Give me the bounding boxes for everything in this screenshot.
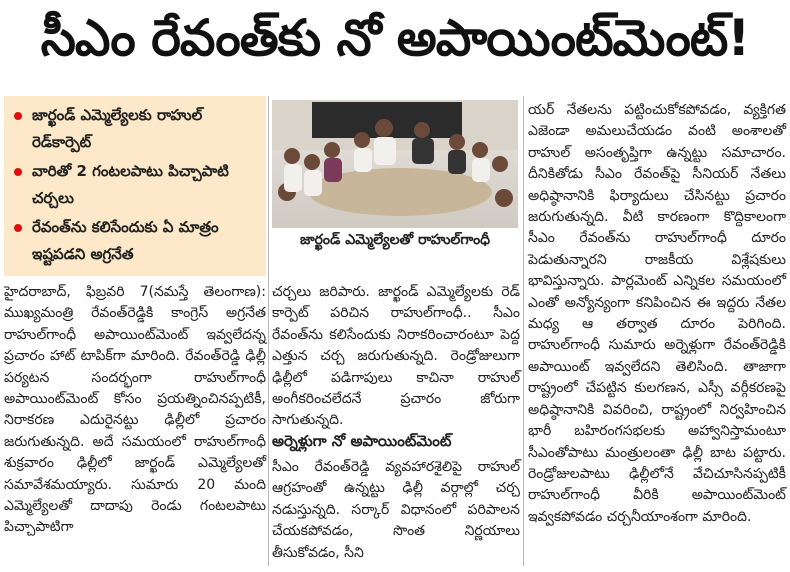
body-text: హైదరాబాద్, ఫిబ్రవరి 7(నమస్తే తెలంగాణ): ముఖ్యమంత్రి రేవంత్‌రెడ్డికి కాంగ్రెస్ అగ్రనేత రాహుల్‌గాంధీ అపాయింట్‌మెంట్ ఇవ్వలేదన్న ప్రచారం హాట్ టాపిక్‌గా మారింది. రేవంత్‌రెడ్డి ఢిల్లీ పర్యటన సందర్భంగా రాహుల్‌గాంధీ అపాయింట్‌మెంట్ కోసం ప్రయత్నించినప్పటికీ, నిరాకరణ ఎదురైనట్టు ఢిల్లీలో ప్రచారం జరుగుతున్నది. అదే సమయంలో రాహుల్‌గాంధీ శుక్రవారం ఢిల్లీలో జార్ఖండ్ ఎమ్మెల్యేలతో సమావేశమయ్యారు. సుమారు 20 మంది ఎమ్మెల్యేలతో దాదాపు రెండు గంటలపాటు పిచ్చాపాటిగా (4, 284, 266, 536)
highlight-item: వారితో 2 గంటలపాటు పిచ్చాపాటి చర్చలు (10, 158, 260, 212)
headline-text: సీఎం రేవంత్‌కు నో అపాయింట్‌మెంట్‌! (40, 8, 750, 67)
photo-caption: జార్ఖండ్ ఎమ్మెల్యేలతో రాహుల్‌గాంధీ (299, 232, 491, 248)
bullet-icon (14, 168, 22, 176)
bullet-icon (14, 112, 22, 120)
highlights-box (4, 96, 266, 276)
meeting-photo-illustration (272, 100, 518, 228)
body-text: సీఎం రేవంత్‌రెడ్డి వ్యవహారశైలిపై రాహుల్ ఆగ్రహంతో ఉన్నట్టు ఢిల్లీ వర్గాల్లో చర్చ నడుస్తున్నది. సర్కార్ విధానంలో పరిపాలన చేయకపోవడం, సొంత నిర్ణయాలు తీసుకోవడం, సీని (272, 459, 520, 561)
bullet-icon (14, 224, 22, 232)
article-column-2-bottom (272, 457, 520, 564)
body-text: యర్ నేతలను పట్టించుకోకపోవడం, వ్యక్తిగత ఎజెండా అమలుచేయడం వంటి అంశాలతో రాహుల్ అసంతృప్తిగా ఉన్నట్టు సమాచారం. దీనికితోడు సీఎం రేవంత్‌పై సీనియర్ నేతలు అధిష్ఠానానికి ఫిర్యాదులు చేసినట్టు ప్రచారం జరుగుతున్నది. వీటి కారణంగా కొద్దికాలంగా సీఎం రేవంత్‌ను రాహుల్‌గాంధీ దూరం పెడుతున్నారని రాజకీయ విశ్లేషకులు భావిస్తున్నారు. పార్లమెంట్ ఎన్నికల సమయంలో ఎంతో అన్యోన్యంగా కనిపించిన ఈ ఇద్దరు నేతల మధ్య ఆ తర్వాత దూరం పెరిగింది. రాహుల్‌గాంధీ సుమారు అర్నెళ్లుగా రేవంత్‌రెడ్డికి అపాయింట్ ఇవ్వలేదని తెలిసింది. తాజాగా రాష్ట్రంలో చేపట్టిన కులగణన, ఎస్సీ వర్గీకరణపై అధిష్ఠానానికి వివరించి, రాష్ట్రంలో నిర్వహించిన భారీ బహిరంగసభలకు అహ్వానిస్తామంటూ సీఎంతోపాటు మంత్రులంతా ఢిల్లీ బాట పట్టారు. రెండ్రోజులపాటు ఢిల్లీలోనే వేచిచూసినప్పటికీ రాహుల్‌గాంధీ వీరికి అపాయింట్‌మెంట్ ఇవ్వకపోవడం చర్చనీయాంశంగా మారింది. (528, 102, 786, 525)
highlight-item: జార్ఖండ్ ఎమ్మెల్యేలకు రాహుల్ రెడ్‌కార్పెట్ (10, 102, 260, 156)
article-column-1 (4, 282, 266, 539)
news-photo (272, 100, 518, 228)
headline (0, 0, 790, 88)
column-divider (268, 96, 269, 566)
highlight-item: రేవంత్‌ను కలిసేందుకు ఏ మాత్రం ఇష్టపడని అగ్రనేత (10, 214, 260, 268)
subheading: అర్నెళ్లుగా నో అపాయింట్‌మెంట్ (272, 432, 452, 450)
article-column-2-top (272, 282, 520, 432)
article-column-3 (528, 100, 786, 528)
body-text: చర్చలు జరిపారు. జార్ఖండ్ ఎమ్మెల్యేలకు రెడ్ కార్పెట్ పరిచిన రాహుల్‌గాంధీ.. సీఎం రేవంత్‌ను కలిసేందుకు నిరాకరించారంటూ పెద్ద ఎత్తున చర్చ జరుగుతున్నది. రెండ్రోజులుగా ఢిల్లీలో పడిగాపులు కాచినా రాహుల్ అంగీకరించలేదనే ప్రచారం జోరుగా సాగుతున్నది. (272, 284, 520, 429)
column-divider (523, 96, 524, 566)
